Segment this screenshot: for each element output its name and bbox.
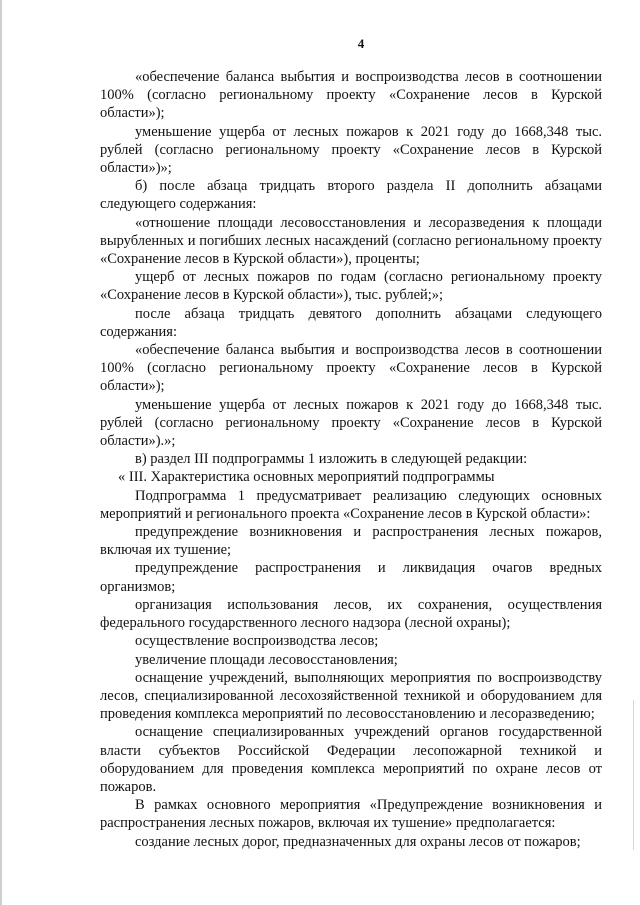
paragraph: «обеспечение баланса выбытия и воспроизводства лесов в соотношении 100% (согласно региональному проекту «Сохранение лесов в Курской области»); [100,69,602,122]
paragraph: уменьшение ущерба от лесных пожаров к 2021 году до 1668,348 тыс. рублей (согласно региональному проекту «Сохранение лесов в Курской области»).»; [100,396,602,450]
paragraph: увеличение площади лесовосстановления; [135,651,398,668]
paragraph: оснащение специализированных учреждений органов государственной власти субъектов Российской Федерации лесопожарной техникой и оборудованием для проведения комплекса мероприятий по охране лесов от пожаров. [100,724,602,795]
paragraph: ущерб от лесных пожаров по годам (согласно региональному проекту «Сохранение лесов в Курской области»), тыс. рублей;»; [100,269,602,304]
paragraph: В рамках основного мероприятия «Предупреждение возникновения и распространения лесных пожаров, включая их тушение» предполагается: [100,797,602,832]
paragraph: осуществление воспроизводства лесов; [135,633,379,650]
paragraph: оснащение учреждений, выполняющих мероприятия по воспроизводству лесов, специализированной лесохозяйственной техникой и оборудованием для проведения комплекса мероприятий по лесовосстановлению и лесоразведению; [100,669,602,723]
paragraph: б) после абзаца тридцать второго раздела II дополнить абзацами следующего содержания: [100,178,602,213]
paragraph: «обеспечение баланса выбытия и воспроизводства лесов в соотношении 100% (согласно региональному проекту «Сохранение лесов в Курской области»); [100,342,602,395]
paragraph: уменьшение ущерба от лесных пожаров к 2021 году до 1668,348 тыс. рублей (согласно региональному проекту «Сохранение лесов в Курской области»)»; [100,123,602,177]
page-number: 4 [357,36,365,51]
paragraph: после абзаца тридцать девятого дополнить абзацами следующего содержания: [100,305,602,340]
paragraph: предупреждение распространения и ликвидация очагов вредных организмов; [100,560,602,595]
scan-edge-mark [633,700,634,850]
paragraph: создание лесных дорог, предназначенных для охраны лесов от пожаров; [135,833,581,850]
paragraph: Подпрограмма 1 предусматривает реализацию следующих основных мероприятий и регионального проекта «Сохранение лесов в Курской области»: [100,487,602,522]
paragraph: в) раздел III подпрограммы 1 изложить в следующей редакции: [135,451,528,468]
paragraph: предупреждение возникновения и распространения лесных пожаров, включая их тушение; [100,524,602,559]
section-heading: « III. Характеристика основных мероприятий подпрограммы [118,469,495,486]
paragraph: «отношение площади лесовосстановления и лесоразведения к площади вырубленных и погибших лесных насаждений (согласно региональному проекту «Сохранение лесов в Курской области»), проценты; [100,214,602,268]
document-body [100,68,602,851]
paragraph: организация использования лесов, их сохранения, осуществления федерального государственного лесного надзора (лесной охраны); [100,596,602,632]
